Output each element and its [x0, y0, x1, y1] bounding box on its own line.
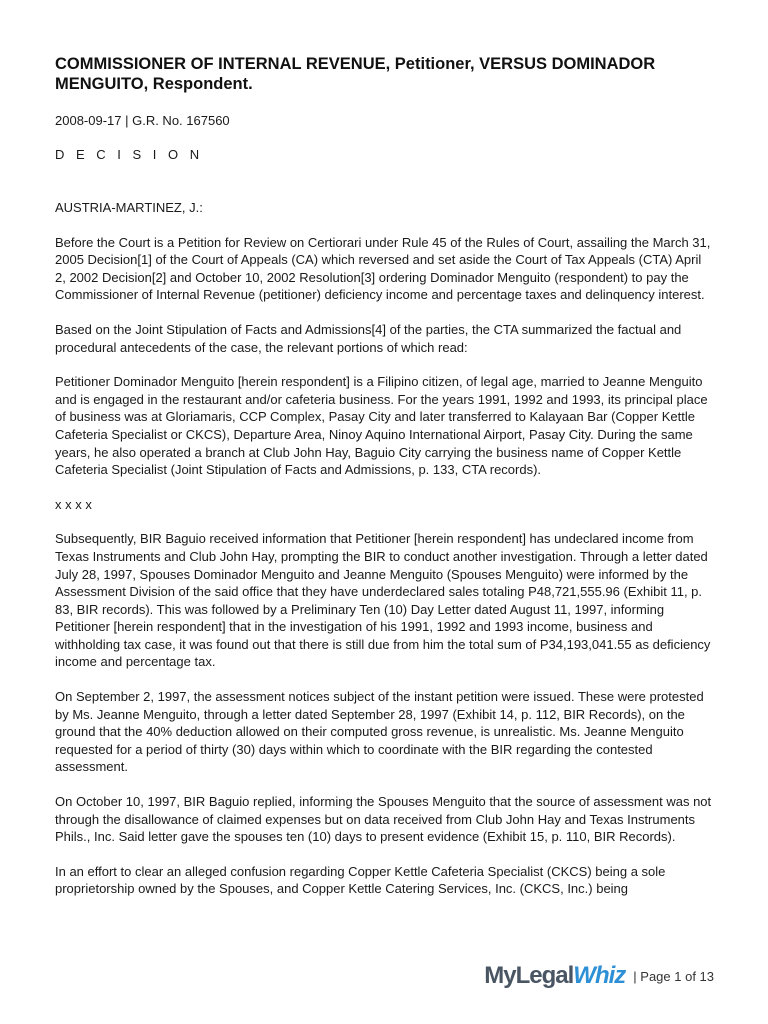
- case-date-and-number: 2008-09-17 | G.R. No. 167560: [55, 113, 230, 128]
- omission-marker: x x x x: [55, 496, 92, 512]
- quoted-paragraph: Subsequently, BIR Baguio received information that Petitioner [herein respondent] has undeclared income from Texas Instruments and Club John Hay, prompting the BIR to conduct another investigation. Through a letter dated July 28, 1997, Spouses Dominador Menguito and Jeanne Menguito (Spouses Menguito) were informed by the Assessment Division of the said office that they have underdeclared sales totaling P48,721,555.96 (Exhibit 11, p. 83, BIR records). This was followed by a Preliminary Ten (10) Day Letter dated August 11, 1997, informing Petitioner [herein respondent] that in the investigation of his 1991, 1992 and 1993 income, business and withholding tax case, it was found out that there is still due from him the total sum of P34,193,041.55 as deficiency income and percentage tax.: [55, 531, 711, 670]
- quoted-paragraph: On October 10, 1997, BIR Baguio replied, informing the Spouses Menguito that the source of assessment was not through the disallowance of claimed expenses but on data received from Club John Hay and Texas Instruments Phils., Inc. Said letter gave the spouses ten (10) days to present evidence (Exhibit 15, p. 110, BIR Records).: [55, 794, 712, 845]
- quoted-paragraph: Petitioner Dominador Menguito [herein respondent] is a Filipino citizen, of legal age, married to Jeanne Menguito and is engaged in the restaurant and/or cafeteria business. For the years 1991, 1992 and 1993, its principal place of business was at Gloriamaris, CCP Complex, Pasay City and later transferred to Kalayaan Bar (Copper Kettle Cafeteria Specialist or CKCS), Departure Area, Ninoy Aquino International Airport, Pasay City. During the same years, he also operated a branch at Club John Hay, Baguio City carrying the business name of Copper Kettle Cafeteria Specialist (Joint Stipulation of Facts and Admissions, p. 133, CTA records).: [55, 374, 708, 478]
- page-number: | Page 1 of 13: [633, 968, 714, 984]
- ponente-line: AUSTRIA-MARTINEZ, J.:: [55, 200, 203, 215]
- quoted-paragraph: In an effort to clear an alleged confusion regarding Copper Kettle Cafeteria Specialist (CKCS) being a sole proprietorship owned by the Spouses, and Copper Kettle Catering Services, Inc. (CKCS, Inc.) being: [55, 863, 666, 897]
- logo-text-whiz: Whiz: [573, 962, 626, 989]
- logo-text-mylegal: MyLegal: [484, 962, 574, 989]
- case-title: COMMISSIONER OF INTERNAL REVENUE, Petitioner, VERSUS DOMINADOR MENGUITO, Respondent.: [55, 55, 656, 93]
- document-page: [55, 54, 715, 915]
- page-footer: [484, 964, 714, 988]
- mylegalwhiz-logo: [484, 964, 625, 988]
- quoted-paragraph: On September 2, 1997, the assessment notices subject of the instant petition were issued. These were protested by Ms. Jeanne Menguito, through a letter dated September 28, 1997 (Exhibit 14, p. 112, BIR Records), on the ground that the 40% deduction allowed on their computed gross revenue, is unrealistic. Ms. Jeanne Menguito requested for a period of thirty (30) days within which to coordinate with the BIR regarding the contested assessment.: [55, 689, 704, 775]
- body-paragraph: Before the Court is a Petition for Review on Certiorari under Rule 45 of the Rules of Court, assailing the March 31, 2005 Decision[1] of the Court of Appeals (CA) which reversed and set aside the Court of Tax Appeals (CTA) April 2, 2002 Decision[2] and October 10, 2002 Resolution[3] ordering Dominador Menguito (respondent) to pay the Commissioner of Internal Revenue (petitioner) deficiency income and percentage taxes and delinquency interest.: [55, 234, 711, 303]
- decision-heading: D E C I S I O N: [55, 147, 204, 162]
- body-paragraph: Based on the Joint Stipulation of Facts and Admissions[4] of the parties, the CTA summarized the factual and procedural antecedents of the case, the relevant portions of which read:: [55, 321, 682, 355]
